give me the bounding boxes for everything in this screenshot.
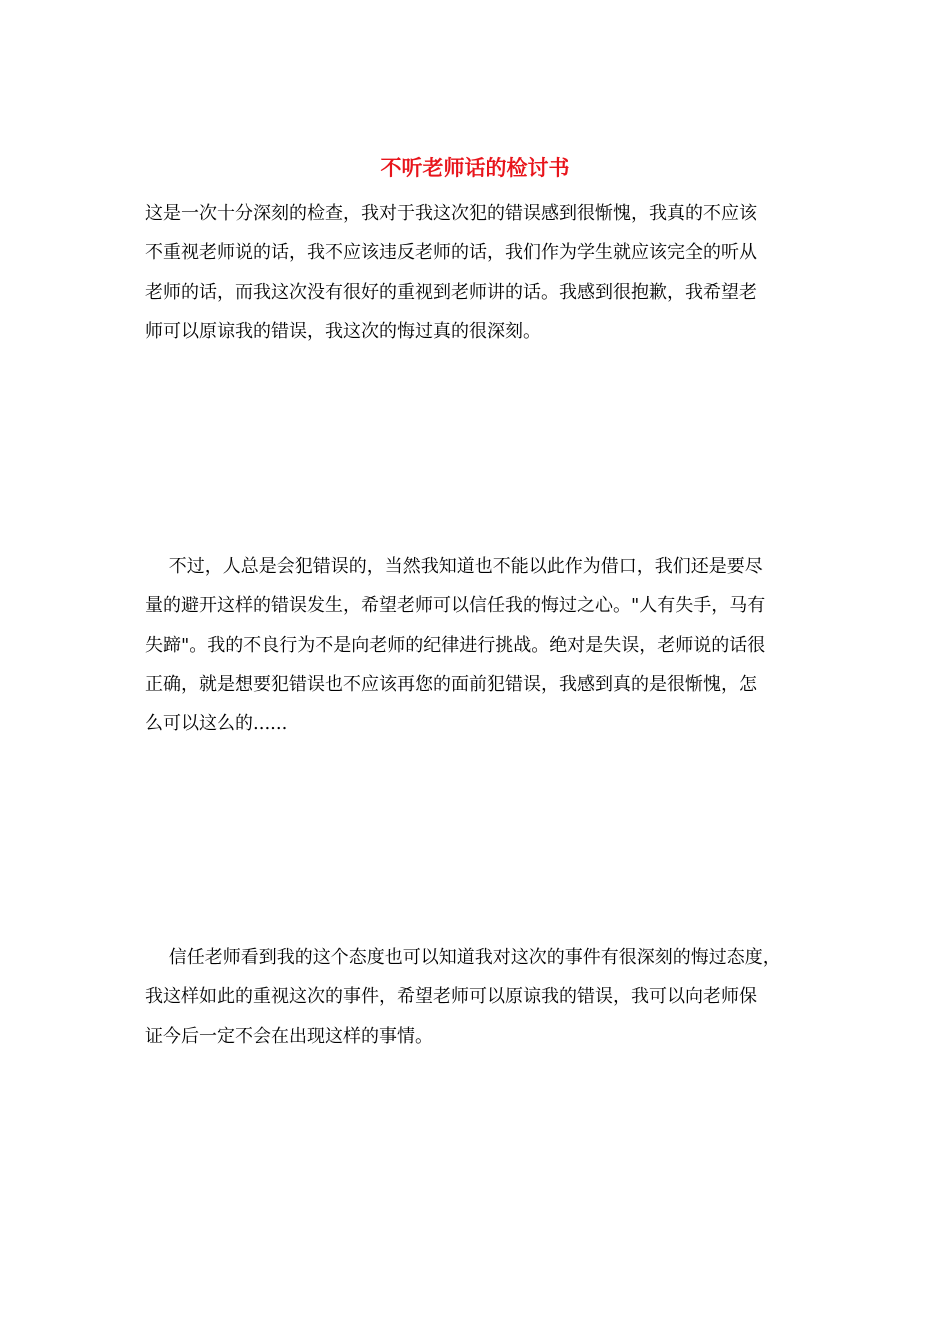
paragraph-1 <box>145 194 835 351</box>
document-title: 不听老师话的检讨书 <box>380 155 570 180</box>
paragraph-line: 这是一次十分深刻的检查，我对于我这次犯的错误感到很惭愧，我真的不应该 <box>145 203 757 224</box>
paragraph-2 <box>145 547 835 743</box>
paragraph-line: 我这样如此的重视这次的事件，希望老师可以原谅我的错误，我可以向老师保 <box>145 986 757 1008</box>
paragraph-line: 量的避开这样的错误发生，希望老师可以信任我的悔过之心。"人有失手，马有 <box>145 595 766 617</box>
paragraph-line: 失蹄"。我的不良行为不是向老师的纪律进行挑战。绝对是失误，老师说的话很 <box>145 634 766 656</box>
paragraph-line: 证今后一定不会在出现这样的事情。 <box>145 1025 433 1047</box>
paragraph-line: 么可以这么的...... <box>145 713 288 735</box>
paragraph-line: 老师的话，而我这次没有很好的重视到老师讲的话。我感到很抱歉，我希望老 <box>145 281 757 303</box>
paragraph-3 <box>145 938 835 1056</box>
paragraph-line: 正确，就是想要犯错误也不应该再您的面前犯错误，我感到真的是很惭愧，怎 <box>145 673 757 695</box>
paragraph-line: 信任老师看到我的这个态度也可以知道我对这次的事件有很深刻的悔过态度， <box>145 947 781 968</box>
paragraph-line: 师可以原谅我的错误，我这次的悔过真的很深刻。 <box>145 320 541 342</box>
paragraph-line: 不过，人总是会犯错误的，当然我知道也不能以此作为借口，我们还是要尽 <box>145 556 763 577</box>
paragraph-line: 不重视老师说的话，我不应该违反老师的话，我们作为学生就应该完全的听从 <box>145 242 757 264</box>
